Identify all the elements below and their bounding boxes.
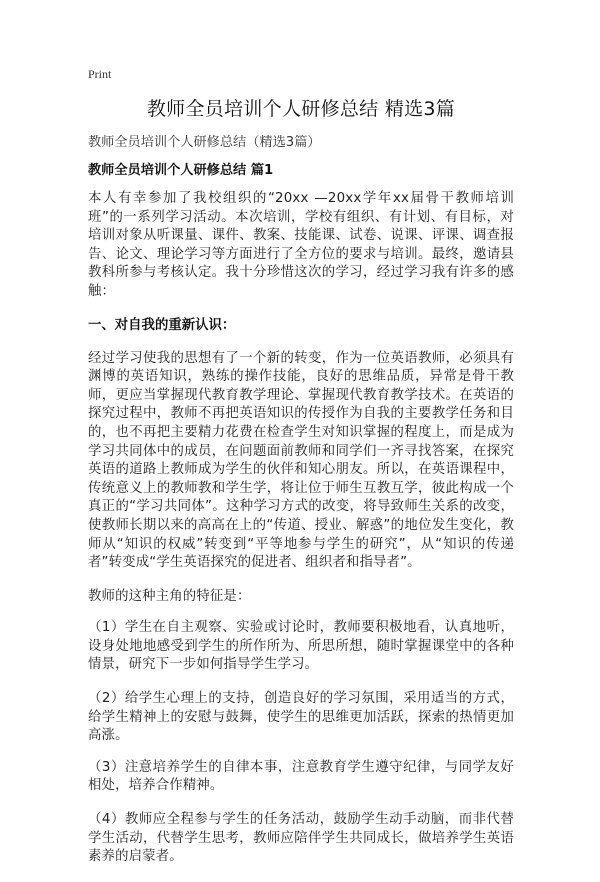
- feature-item-1: （1）学生在自主观察、实验或讨论时，教师要积极地看，认真地听，设身处地地感受到学生的所作所为、所思所想，随时掌握课堂中的各种情景，研究下一步如何指导学生学习。: [88, 620, 514, 673]
- features-intro: 教师的这种主角的特征是：: [88, 588, 251, 604]
- document-page: [88, 66, 514, 882]
- document-title: 教师全员培训个人研修总结 精选3篇: [146, 98, 456, 120]
- body-paragraph: 经过学习使我的思想有了一个新的转变，作为一位英语教师，必须具有渊博的英语知识，熟练的操作技能，良好的思维品质，异常是骨干教师，更应当掌握现代教育教学理论、掌握现代教育教学技术。在英语的探究过程中，教师不再把英语知识的传授作为自我的主要教学任务和目的，也不再把主要精力花费在检查学生对知识掌握的程度上，而是成为学习共同体中的成员，在问题面前教师和同学们一齐寻找答案，在探究英语的道路上教师成为学生的伙伴和知心朋友。所以，在英语课程中，传统意义上的教师教和学生学，将让位于师生互教互学，彼此构成一个真正的“学习共同体”。这种学习方式的改变，将导致师生关系的改变，使教师长期以来的高高在上的“传道、授业、解惑”的地位发生变化，教师从“知识的权威”转变到“平等地参与学生的研究”，从“知识的传递者”转变成“学生英语探究的促进者、组织者和指导者”。: [88, 350, 514, 571]
- feature-item-4: （4）教师应全程参与学生的任务活动，鼓励学生动手动脑，而非代替学生活动，代替学生思考，教师应陪伴学生共同成长，做培养学生英语素养的启蒙者。: [88, 812, 514, 865]
- print-label[interactable]: Print: [88, 67, 112, 81]
- heading-self-recognition: 一、对自我的重新认识：: [88, 317, 236, 333]
- intro-paragraph: 本人有幸参加了我校组织的“20xx —20xx学年xx届骨干教师培训班”的一系列学习活动。本次培训，学校有组织、有计划、有目标，对培训对象从听课量、课件、教案、技能课、试卷、说课、评课、调查报告、论文、理论学习等方面进行了全方位的要求与培训。最终，邀请县教科所参与考核认定。我十分珍惜这次的学习，经过学习我有许多的感触：: [88, 191, 514, 299]
- document-subtitle: 教师全员培训个人研修总结（精选3篇）: [88, 135, 321, 150]
- feature-item-3: （3）注意培养学生的自律本事，注意教育学生遵守纪律，与同学友好相处，培养合作精神。: [88, 759, 514, 794]
- section-title: 教师全员培训个人研修总结 篇1: [88, 163, 274, 178]
- feature-item-2: （2）给学生心理上的支持，创造良好的学习氛围，采用适当的方式，给学生精神上的安慰与鼓舞，使学生的思维更加活跃，探索的热情更加高涨。: [88, 691, 514, 744]
